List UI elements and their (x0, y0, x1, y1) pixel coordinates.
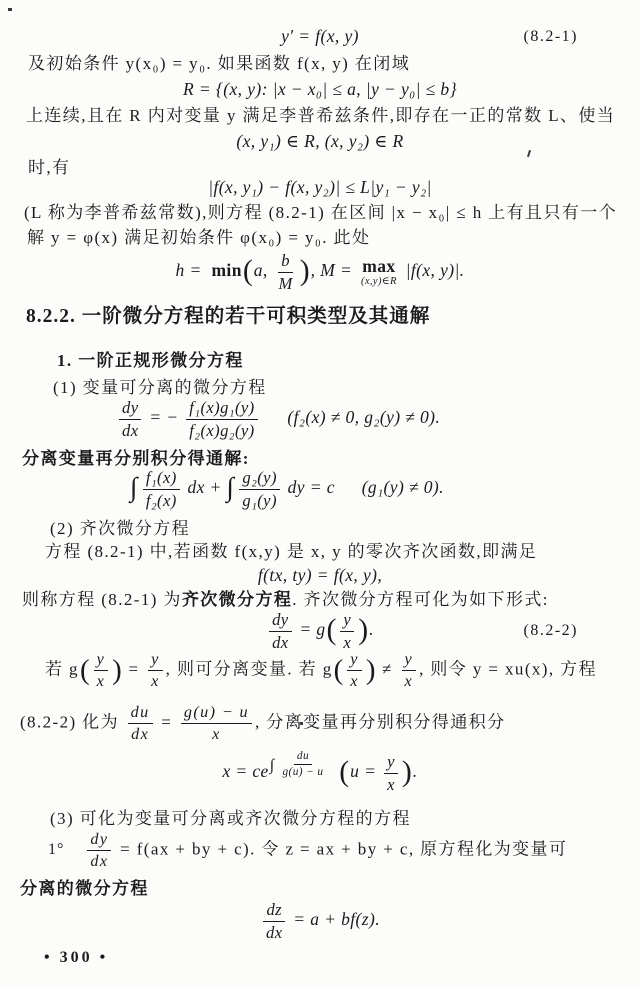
rhs-a-plus-bfz: = a + bf(z). (293, 909, 380, 930)
fraction-denominator: M (278, 273, 293, 293)
fraction-denominator: x (96, 673, 106, 691)
fraction-denominator: dx (122, 420, 139, 440)
not-equals-sign: ≠ (382, 659, 393, 679)
display-equation-membership: (x, y₁) ∈ R, (x, y₂) ∈ R (236, 131, 404, 151)
item-3-reducible: (3) 可化为变量可分离或齐次微分方程的方程 (50, 809, 411, 828)
open-paren: ( (326, 613, 337, 647)
display-equation-ode (0, 26, 640, 48)
fraction-denominator: x (387, 774, 395, 794)
fraction-f1-f2 (143, 468, 180, 510)
fraction-numerator: dy (87, 830, 111, 851)
fraction-denominator: dx (272, 632, 289, 652)
fraction-gu-minus-u-over-x (181, 703, 252, 744)
fraction-numerator: y (340, 610, 354, 632)
equals-g: = g (299, 619, 326, 640)
section-heading-8-2-2: 8.2.2. 一阶微分方程的若干可积类型及其通解 (26, 306, 431, 327)
dx-plus: dx + (187, 477, 222, 498)
display-equation-8-2-2 (0, 610, 640, 652)
display-equation-lipschitz: |f(x, y₁) − f(x, y₂)| ≤ L|y₁ − y₂| (208, 177, 432, 197)
m-equals: , M = (310, 260, 353, 281)
max-operator: max (362, 256, 396, 277)
fraction-dy-dx (119, 398, 141, 440)
period: . (412, 761, 418, 782)
scan-speck (8, 8, 12, 11)
integral-sign: ∫ (226, 472, 235, 503)
fraction-denominator: x (404, 673, 414, 691)
fraction-numerator: f₁(x)g₁(y) (186, 398, 257, 420)
fraction-f1g1-f2g2 (186, 398, 257, 440)
fraction-numerator: y (148, 650, 163, 671)
display-equation-homogeneity: f(tx, ty) = f(x, y), (257, 565, 383, 585)
fraction-numerator: y (384, 752, 398, 774)
open-paren: ( (339, 755, 350, 789)
page-number: • 300 • (44, 949, 109, 966)
paragraph-initial-condition: 及初始条件 y(x₀) = y₀. 如果函数 f(x, y) 在闭域 (28, 54, 411, 73)
text-part: , 分离变量再分别积分得通积分 (255, 712, 506, 732)
max-subscript: (x,y)∈R (360, 275, 397, 287)
fraction-g2-g1 (239, 468, 280, 510)
fraction-y-x (347, 650, 362, 691)
text-part: (8.2-2) 化为 (20, 712, 119, 732)
paragraph-case-1-degree (48, 830, 567, 871)
fraction-y-x (402, 650, 417, 691)
fraction-numerator: b (278, 251, 293, 273)
equals-minus: = − (149, 407, 179, 428)
fraction-numerator: g₂(y) (239, 468, 280, 490)
fraction-denominator: dx (131, 726, 150, 744)
fraction-b-over-m (275, 251, 295, 293)
open-paren: ( (242, 254, 253, 288)
close-paren: ) (365, 653, 376, 686)
paragraph-separate-integrate: 分离变量再分别积分得通解: (22, 449, 250, 468)
display-equation-h-min (0, 251, 640, 293)
display-equation-domain-r: R = {(x, y): |x − x₀| ≤ a, |y − y₀| ≤ b} (183, 79, 457, 99)
h-arg-a: a, (253, 260, 268, 281)
fraction-du-over-gu-minus-u (280, 750, 327, 780)
equation-number-8-2-2: (8.2-2) (523, 622, 578, 640)
item-1-separable: (1) 变量可分离的微分方程 (53, 378, 267, 397)
text-part: 若 g (45, 659, 79, 679)
paragraph-zero-degree-homogeneous: 方程 (8.2-1) 中,若函数 f(x,y) 是 x, y 的零次齐次函数,即满足 (45, 542, 538, 561)
paragraph-transformed-equation (20, 703, 506, 744)
fraction-y-x (148, 650, 163, 691)
equals-sign: = (161, 712, 173, 732)
paragraph-unique-solution: 解 y = φ(x) 满足初始条件 φ(x₀) = y₀. 此处 (27, 228, 371, 247)
text-before-bold: 则称方程 (8.2-1) 为 (22, 590, 182, 609)
fraction-numerator: du (294, 750, 312, 765)
paragraph-then-have: 时,有 (28, 158, 71, 177)
bold-term-homogeneous-ode: 齐次微分方程 (181, 590, 293, 609)
paragraph-called-homogeneous (22, 589, 549, 610)
h-equals: h = (175, 260, 202, 281)
fraction-dy-dx (87, 830, 111, 871)
fraction-denominator: dx (90, 853, 109, 871)
text-part: , 则令 y = xu(x), 方程 (419, 659, 597, 679)
display-equation-dz-dx (0, 900, 640, 942)
u-equals: u = (350, 761, 377, 782)
fraction-du-dx (128, 703, 153, 744)
fraction-numerator: y (402, 650, 417, 671)
paragraph-lipschitz-condition: 上连续,且在 R 内对变量 y 满足李普希兹条件,即存在一正的常数 L、使当 (26, 106, 616, 125)
display-equation-general-integral (0, 750, 640, 794)
dy-equals-c: dy = c (287, 477, 335, 498)
fraction-y-x (384, 752, 398, 794)
ode-normal-form: y′ = f(x, y) (281, 26, 359, 46)
text-part: = f(ax + by + c). 令 z = ax + by + c, 原方程化为变量可 (120, 839, 568, 859)
paragraph-lipschitz-constant: (L 称为李普希兹常数),则方程 (8.2-1) 在区间 |x − x₀| ≤ h 上有且只有一个 (24, 203, 618, 222)
display-equation-general-solution (130, 468, 444, 510)
max-operator-stack (361, 257, 397, 286)
period: . (369, 619, 374, 640)
fraction-numerator: du (128, 703, 153, 724)
side-condition: (f₂(x) ≠ 0, g₂(y) ≠ 0). (287, 407, 441, 428)
fraction-dz-dx (263, 900, 285, 942)
close-paren: ) (112, 653, 122, 686)
close-paren: ) (299, 254, 310, 288)
fraction-y-x (340, 610, 354, 652)
fraction-denominator: x (350, 673, 359, 691)
fraction-denominator: g(u) − u (282, 766, 324, 779)
open-paren: ( (79, 653, 90, 686)
fraction-denominator: g₁(y) (242, 490, 277, 510)
integral-sign: ∫ (269, 756, 275, 774)
paragraph-separable-ode: 分离的微分方程 (20, 879, 149, 898)
open-paren: ( (333, 653, 344, 686)
fraction-denominator: dx (265, 922, 283, 942)
fraction-denominator: x (212, 726, 221, 744)
fraction-denominator: x (343, 632, 352, 652)
max-argument: |f(x, y)|. (405, 260, 465, 281)
min-operator: min (211, 260, 242, 281)
item-2-homogeneous: (2) 齐次微分方程 (50, 519, 191, 538)
display-equation-separable (116, 398, 440, 440)
subsection-1-title: 1. 一阶正规形微分方程 (57, 351, 244, 370)
text-after-bold: . 齐次微分方程可化为如下形式: (292, 590, 549, 609)
side-condition: (g₁(y) ≠ 0). (361, 477, 444, 498)
fraction-numerator: dy (269, 610, 291, 632)
fraction-denominator: x (151, 673, 160, 691)
case-number: 1° (48, 841, 65, 859)
close-paren: ) (401, 755, 412, 789)
fraction-numerator: f₁(x) (143, 468, 180, 490)
text-part: , 则可分离变量. 若 g (165, 659, 333, 679)
fraction-denominator: f₂(x) (145, 490, 177, 510)
fraction-numerator: y (347, 650, 362, 671)
fraction-dy-dx (269, 610, 291, 652)
fraction-denominator: f₂(x)g₂(y) (189, 420, 255, 440)
equation-number-8-2-1: (8.2-1) (523, 28, 578, 45)
fraction-numerator: dz (263, 900, 285, 922)
integral-sign: ∫ (130, 472, 138, 503)
fraction-numerator: y (94, 650, 109, 671)
x-equals-ce: x = ce (222, 761, 269, 782)
equals-sign: = (128, 659, 140, 679)
fraction-numerator: dy (119, 398, 141, 420)
close-paren: ) (358, 613, 369, 647)
paragraph-if-g-equals (45, 650, 597, 691)
fraction-numerator: g(u) − u (181, 703, 252, 724)
fraction-y-x (94, 650, 109, 691)
exponent-block (270, 750, 330, 780)
